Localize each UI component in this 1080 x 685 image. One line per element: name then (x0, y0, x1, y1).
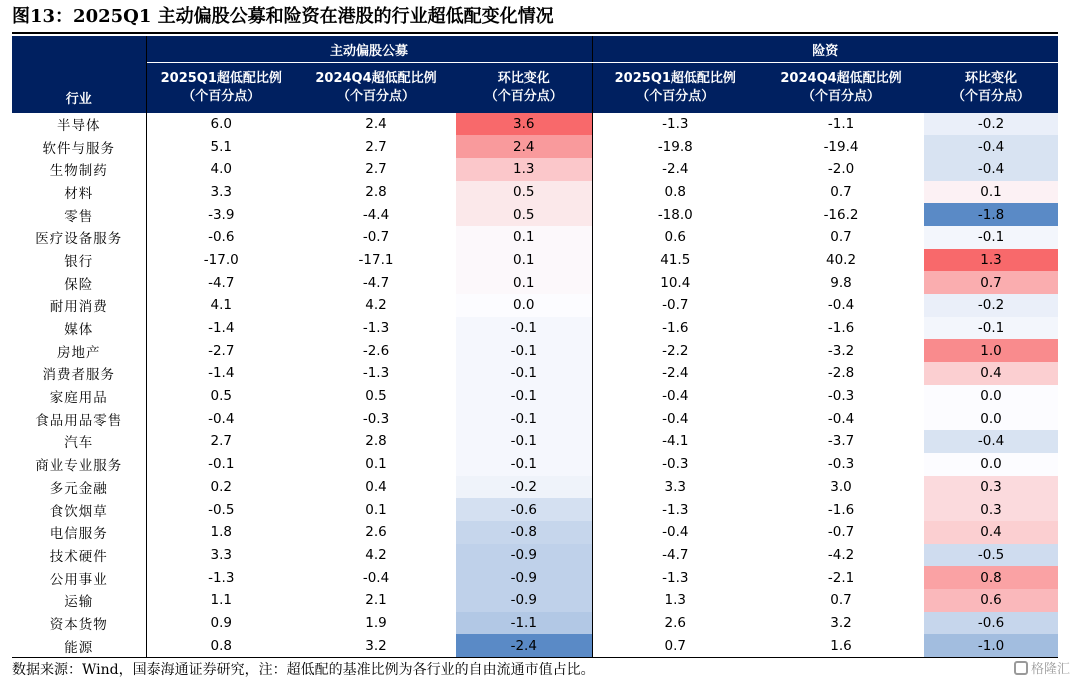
insurance-q1-cell: -4.7 (662, 546, 689, 563)
table-row (12, 249, 1058, 272)
header-public-q4-label: 2024Q4超低配比例 (315, 70, 437, 86)
insurance-q1-cell: -19.8 (657, 138, 693, 155)
header-insurance-chg-label: 环比变化 (965, 70, 1018, 86)
industry-cell: 软件与服务 (12, 135, 146, 158)
public-q1-cell: -3.9 (208, 206, 235, 223)
table-row (12, 385, 1058, 408)
public-q1-cell: -1.4 (208, 320, 235, 337)
insurance-q4-cell: 0.7 (830, 183, 852, 200)
insurance-q1-cell: 0.8 (664, 183, 687, 200)
insurance-change-cell: -0.5 (924, 544, 1058, 567)
public-q1-cell: 2.7 (210, 433, 232, 450)
title-underline (12, 32, 1058, 34)
insurance-change-cell: 1.3 (924, 249, 1058, 272)
table-row (12, 339, 1058, 362)
insurance-q4-cell: -4.2 (827, 546, 855, 563)
public-change-cell: -0.1 (456, 317, 592, 340)
table-row (12, 589, 1058, 612)
public-change-cell: 2.4 (456, 135, 592, 158)
public-q4-cell: -1.3 (362, 320, 390, 337)
header-insurance-chg (924, 63, 1058, 113)
insurance-change-cell: 0.0 (924, 407, 1058, 430)
public-q4-cell: -0.7 (362, 229, 390, 246)
header-public-q4-unit: （个百分点） (336, 88, 415, 104)
insurance-q1-cell: 0.7 (592, 634, 758, 657)
public-change-cell: -1.1 (456, 612, 592, 635)
industry-cell: 运输 (12, 589, 146, 612)
table-row (12, 498, 1058, 521)
table-row (12, 566, 1058, 589)
insurance-q1-cell: -1.3 (662, 115, 689, 132)
group-header-public: 主动偏股公募 (146, 36, 592, 63)
insurance-q4-cell: -0.3 (827, 456, 855, 473)
public-q1-cell: -1.4 (208, 365, 235, 382)
table-row (12, 294, 1058, 317)
industry-cell: 零售 (12, 203, 146, 226)
insurance-q1-cell: -0.4 (662, 410, 689, 427)
table-row (12, 203, 1058, 226)
insurance-q1-cell: 10.4 (660, 274, 691, 291)
public-q1-cell: -0.6 (208, 229, 235, 246)
insurance-q1-cell: -0.4 (662, 524, 689, 541)
public-change-cell: -2.4 (456, 634, 592, 657)
insurance-change-cell: 0.8 (924, 566, 1058, 589)
insurance-q4-cell: 3.2 (830, 614, 852, 631)
public-change-cell: -0.1 (456, 430, 592, 453)
public-q4-cell: 2.8 (365, 433, 387, 450)
public-q4-cell: 2.8 (365, 183, 387, 200)
insurance-change-cell: 0.4 (924, 521, 1058, 544)
header-public-q1-unit: （个百分点） (182, 88, 261, 104)
table-row (12, 226, 1058, 249)
industry-cell: 多元金融 (12, 476, 146, 499)
insurance-q1-cell: -1.3 (662, 569, 689, 586)
table-row (12, 612, 1058, 635)
insurance-q1-cell: 41.5 (660, 251, 691, 268)
insurance-change-cell: -0.4 (924, 135, 1058, 158)
table-row (12, 476, 1058, 499)
public-q4-cell: 0.1 (365, 501, 387, 518)
insurance-change-cell: 0.1 (924, 181, 1058, 204)
public-q1-cell: 1.1 (210, 592, 232, 609)
insurance-change-cell: -0.6 (924, 612, 1058, 635)
source-note: 数据来源：Wind，国泰海通证券研究，注：超低配的基准比例为各行业的自由流通市值占比。 (12, 662, 595, 678)
table-row (12, 135, 1058, 158)
public-q4-cell: 2.4 (365, 115, 387, 132)
header-public-chg-unit: （个百分点） (484, 88, 563, 104)
public-q4-cell: 2.7 (365, 138, 387, 155)
public-q1-cell: 0.2 (210, 478, 232, 495)
public-q4-cell: 0.5 (365, 388, 387, 405)
public-q1-cell: -17.0 (203, 251, 239, 268)
public-q4-cell: 0.1 (365, 456, 387, 473)
public-change-cell: -0.9 (456, 544, 592, 567)
insurance-q4-cell: -16.2 (823, 206, 859, 223)
public-q1-cell: 4.0 (210, 161, 232, 178)
table-row (12, 430, 1058, 453)
table-row (12, 544, 1058, 567)
public-change-cell: 3.6 (456, 113, 592, 136)
insurance-change-cell: -0.1 (924, 317, 1058, 340)
public-q4-cell: 4.2 (365, 546, 387, 563)
insurance-q4-cell: -1.1 (827, 115, 855, 132)
insurance-q1-cell: -1.3 (662, 501, 689, 518)
insurance-q1-cell: 1.3 (664, 592, 687, 609)
header-insurance-q4 (758, 63, 924, 113)
public-change-cell: -0.1 (456, 453, 592, 476)
insurance-q1-cell: -0.3 (662, 456, 689, 473)
public-q4-cell: -1.3 (362, 365, 390, 382)
industry-cell: 食品用品零售 (12, 407, 146, 430)
public-change-cell: -0.1 (456, 339, 592, 362)
industry-cell: 商业专业服务 (12, 453, 146, 476)
insurance-q4-cell: -2.0 (827, 161, 855, 178)
industry-cell: 公用事业 (12, 566, 146, 589)
public-q4-cell: -4.4 (362, 206, 390, 223)
header-industry: 行业 (12, 63, 146, 113)
header-insurance-q4-unit: （个百分点） (802, 88, 881, 104)
insurance-change-cell: -0.2 (924, 113, 1058, 136)
insurance-change-cell: 0.6 (924, 589, 1058, 612)
public-change-cell: 0.0 (456, 294, 592, 317)
watermark-logo (1014, 658, 1070, 677)
public-q1-cell: -2.7 (208, 342, 235, 359)
public-change-cell: -0.1 (456, 385, 592, 408)
public-q4-cell: -0.4 (362, 569, 390, 586)
public-q1-cell: -4.7 (208, 274, 235, 291)
insurance-q1-cell: -1.6 (662, 320, 689, 337)
table-row (12, 521, 1058, 544)
header-insurance-q1 (592, 63, 758, 113)
insurance-q4-cell: -0.7 (827, 524, 855, 541)
insurance-q4-cell: 1.6 (758, 634, 924, 657)
insurance-q4-cell: -2.8 (827, 365, 855, 382)
insurance-q4-cell: -1.6 (827, 501, 855, 518)
industry-cell: 保险 (12, 271, 146, 294)
public-q1-cell: 5.1 (210, 138, 232, 155)
insurance-change-cell: -0.4 (924, 430, 1058, 453)
insurance-q4-cell: 0.7 (830, 592, 852, 609)
public-q4-cell: 0.4 (365, 478, 387, 495)
insurance-change-cell: -0.4 (924, 158, 1058, 181)
public-q4-cell: 2.1 (365, 592, 387, 609)
insurance-q4-cell: 3.0 (830, 478, 852, 495)
public-change-cell: -0.9 (456, 589, 592, 612)
public-change-cell: -0.6 (456, 498, 592, 521)
industry-cell: 半导体 (12, 113, 146, 136)
insurance-q4-cell: -19.4 (823, 138, 859, 155)
insurance-q4-cell: 0.7 (830, 229, 852, 246)
insurance-change-cell: 0.3 (924, 476, 1058, 499)
insurance-change-cell: -0.2 (924, 294, 1058, 317)
public-q1-cell: -1.3 (208, 569, 235, 586)
insurance-q1-cell: -0.7 (662, 297, 689, 314)
insurance-q1-cell: -18.0 (657, 206, 693, 223)
insurance-q4-cell: -1.6 (827, 320, 855, 337)
header-public-q4 (296, 63, 456, 113)
insurance-q4-cell: -0.3 (827, 388, 855, 405)
public-change-cell: 0.1 (456, 249, 592, 272)
insurance-q4-cell: -0.4 (827, 297, 855, 314)
header-public-chg (456, 63, 592, 113)
public-q1-cell: -0.5 (208, 501, 235, 518)
header-insurance-q4-label: 2024Q4超低配比例 (780, 70, 902, 86)
public-q4-cell: 2.6 (365, 524, 387, 541)
industry-cell: 资本货物 (12, 612, 146, 635)
public-q1-cell: 0.8 (146, 634, 296, 657)
group-header-insurance: 险资 (592, 36, 1058, 63)
logo-text: 格隆汇 (1030, 662, 1070, 677)
insurance-change-cell: 1.0 (924, 339, 1058, 362)
insurance-q1-cell: -4.1 (662, 433, 689, 450)
insurance-q4-cell: -0.4 (827, 410, 855, 427)
table-row (12, 158, 1058, 181)
insurance-q1-cell: -2.4 (662, 161, 689, 178)
insurance-q1-cell: 0.6 (664, 229, 687, 246)
public-q1-cell: 0.5 (210, 388, 232, 405)
table-row (12, 407, 1058, 430)
public-q1-cell: -0.4 (208, 410, 235, 427)
logo-icon (1014, 661, 1028, 675)
public-q4-cell: 2.7 (365, 161, 387, 178)
table-row (12, 634, 1058, 657)
table-row (12, 181, 1058, 204)
public-q4-cell: -4.7 (362, 274, 390, 291)
header-insurance-q1-unit: （个百分点） (636, 88, 715, 104)
public-change-cell: -0.9 (456, 566, 592, 589)
table-body (12, 113, 1058, 658)
industry-cell: 电信服务 (12, 521, 146, 544)
public-change-cell: 0.5 (456, 181, 592, 204)
industry-cell: 材料 (12, 181, 146, 204)
insurance-change-cell: 0.7 (924, 271, 1058, 294)
header-public-chg-label: 环比变化 (497, 70, 550, 86)
insurance-q4-cell: 9.8 (830, 274, 852, 291)
industry-cell: 食饮烟草 (12, 498, 146, 521)
industry-cell: 医疗设备服务 (12, 226, 146, 249)
public-change-cell: -0.2 (456, 476, 592, 499)
public-change-cell: 0.1 (456, 271, 592, 294)
industry-cell: 生物制药 (12, 158, 146, 181)
table-row (12, 317, 1058, 340)
public-q1-cell: 4.1 (210, 297, 232, 314)
insurance-q1-cell: 3.3 (664, 478, 687, 495)
table-row (12, 362, 1058, 385)
table-row (12, 271, 1058, 294)
industry-cell: 耐用消费 (12, 294, 146, 317)
public-q1-cell: -0.1 (208, 456, 235, 473)
public-q4-cell: -2.6 (362, 342, 390, 359)
allocation-table (12, 36, 1058, 658)
public-q1-cell: 0.9 (210, 614, 232, 631)
public-q1-cell: 3.3 (210, 546, 232, 563)
insurance-change-cell: 0.4 (924, 362, 1058, 385)
public-change-cell: -0.8 (456, 521, 592, 544)
header-insurance-chg-unit: （个百分点） (952, 88, 1031, 104)
public-change-cell: 0.1 (456, 226, 592, 249)
table-row (12, 453, 1058, 476)
insurance-change-cell: 0.3 (924, 498, 1058, 521)
industry-cell: 消费者服务 (12, 362, 146, 385)
insurance-q1-cell: 2.6 (664, 614, 687, 631)
header-corner (12, 36, 146, 63)
header-insurance-q1-label: 2025Q1超低配比例 (614, 70, 736, 86)
insurance-change-cell: -1.0 (924, 634, 1058, 657)
industry-cell: 房地产 (12, 339, 146, 362)
insurance-change-cell: -1.8 (924, 203, 1058, 226)
table-row (12, 113, 1058, 136)
public-q4-cell: -17.1 (358, 251, 394, 268)
header-public-q1-label: 2025Q1超低配比例 (160, 70, 282, 86)
public-change-cell: -0.1 (456, 362, 592, 385)
chart-title: 图13：2025Q1 主动偏股公募和险资在港股的行业超低配变化情况 (12, 6, 554, 27)
insurance-q4-cell: 40.2 (826, 251, 857, 268)
public-q4-cell: 4.2 (365, 297, 387, 314)
public-change-cell: -0.1 (456, 407, 592, 430)
industry-cell: 汽车 (12, 430, 146, 453)
industry-cell: 银行 (12, 249, 146, 272)
public-change-cell: 0.5 (456, 203, 592, 226)
public-change-cell: 1.3 (456, 158, 592, 181)
insurance-q1-cell: -2.2 (662, 342, 689, 359)
public-q1-cell: 6.0 (210, 115, 232, 132)
public-q4-cell: -0.3 (362, 410, 390, 427)
industry-cell: 技术硬件 (12, 544, 146, 567)
insurance-change-cell: -0.1 (924, 226, 1058, 249)
insurance-q4-cell: -2.1 (827, 569, 855, 586)
insurance-change-cell: 0.0 (924, 385, 1058, 408)
industry-cell: 能源 (12, 634, 146, 657)
insurance-q4-cell: -3.2 (827, 342, 855, 359)
public-q1-cell: 3.3 (210, 183, 232, 200)
header-public-q1 (146, 63, 296, 113)
insurance-q1-cell: -2.4 (662, 365, 689, 382)
insurance-q1-cell: -0.4 (662, 388, 689, 405)
public-q4-cell: 3.2 (296, 634, 456, 657)
industry-cell: 家庭用品 (12, 385, 146, 408)
insurance-change-cell: 0.0 (924, 453, 1058, 476)
public-q4-cell: 1.9 (365, 614, 387, 631)
public-q1-cell: 1.8 (210, 524, 232, 541)
industry-cell: 媒体 (12, 317, 146, 340)
insurance-q4-cell: -3.7 (827, 433, 855, 450)
